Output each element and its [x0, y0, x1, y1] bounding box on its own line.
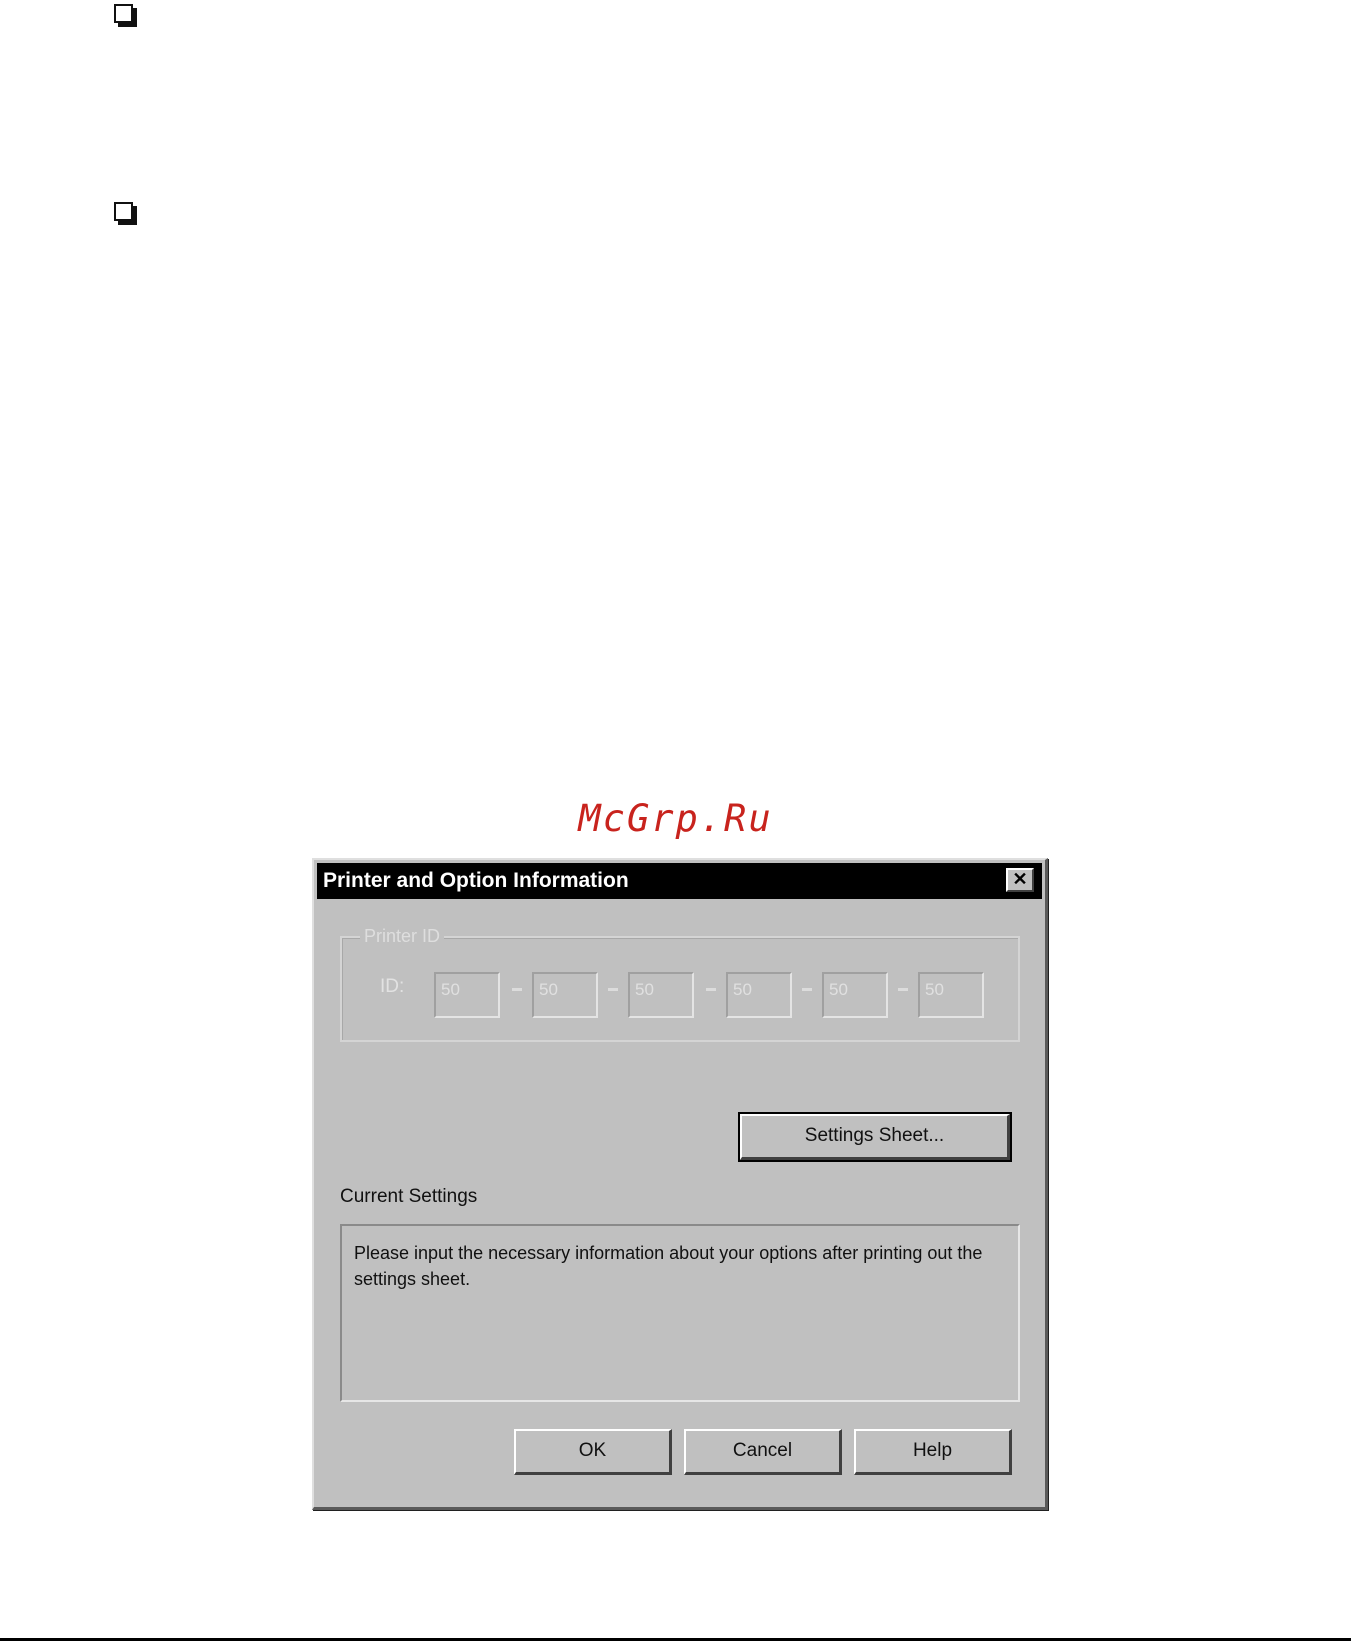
ok-button[interactable]: OK	[514, 1429, 672, 1475]
id-separator	[898, 988, 908, 991]
settings-sheet-button[interactable]: Settings Sheet...	[740, 1114, 1010, 1160]
printer-id-group	[340, 926, 1020, 1042]
id-field-5[interactable]: 50	[822, 972, 888, 1018]
id-separator	[608, 988, 618, 991]
id-separator	[706, 988, 716, 991]
id-field-4[interactable]: 50	[726, 972, 792, 1018]
watermark: McGrp.Ru	[578, 797, 773, 840]
id-field-2[interactable]: 50	[532, 972, 598, 1018]
printer-option-dialog	[312, 858, 1048, 1510]
help-button[interactable]: Help	[854, 1429, 1012, 1475]
id-separator	[512, 988, 522, 991]
id-field-6[interactable]: 50	[918, 972, 984, 1018]
page-bottom-rule	[0, 1638, 1351, 1641]
id-field-3[interactable]: 50	[628, 972, 694, 1018]
close-icon[interactable]: ✕	[1006, 868, 1034, 892]
id-field-1[interactable]: 50	[434, 972, 500, 1018]
dialog-titlebar[interactable]	[317, 863, 1042, 899]
current-settings-label: Current Settings	[340, 1186, 478, 1207]
checkbox-bullet-icon	[114, 202, 133, 221]
id-separator	[802, 988, 812, 991]
cancel-button[interactable]: Cancel	[684, 1429, 842, 1475]
current-settings-text: Please input the necessary information about your options after printing out the settings sheet.	[340, 1224, 1020, 1402]
id-label: ID:	[380, 976, 405, 997]
printer-id-group-label: Printer ID	[360, 926, 444, 947]
dialog-title: Printer and Option Information	[323, 869, 629, 892]
checkbox-bullet-icon	[114, 4, 133, 23]
